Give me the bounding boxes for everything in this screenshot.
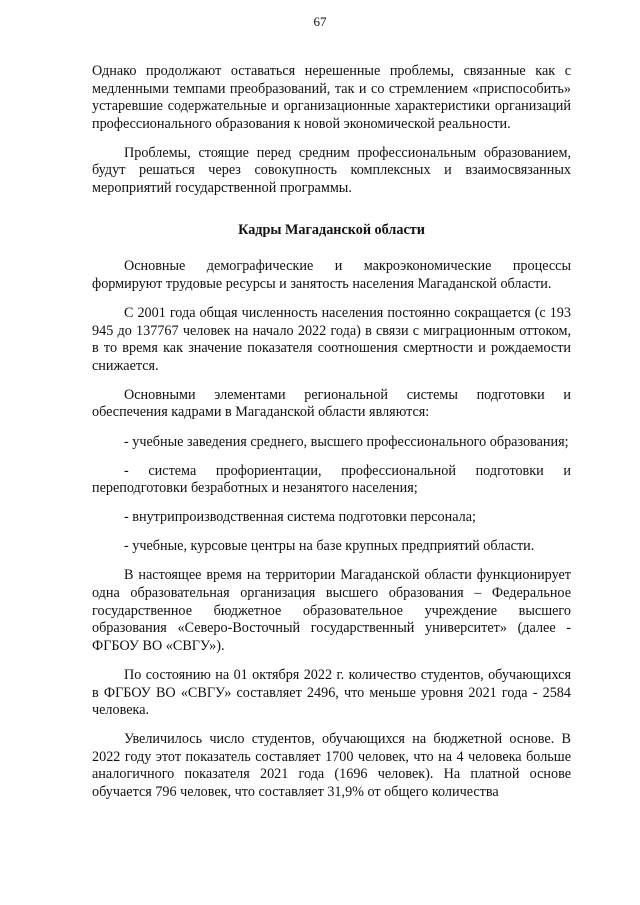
page-number: 67 (313, 14, 327, 29)
paragraph-problems-solution: Проблемы, стоящие перед средним профессиональным образованием, будут решаться через совокупность комплексных и взаимосвязанных мероприятий государственной программы. (92, 144, 571, 197)
list-item-in-house-training: - внутрипроизводственная система подготовки персонала; (124, 509, 476, 526)
paragraph-system-elements-intro: Основными элементами региональной системы подготовки и обеспечения кадрами в Магаданской области являются: (92, 386, 571, 421)
list-item-career-guidance: - система профориентации, профессиональной подготовки и переподготовки безработных и незанятого населения; (92, 462, 571, 497)
section-heading: Кадры Магаданской области (238, 221, 425, 238)
paragraph-population-decline: С 2001 года общая численность населения постоянно сокращается (с 193 945 до 137767 человек на начало 2022 года) в связи с миграционным оттоком, в то время как значение показателя соотношения смертности и рождаемости снижается. (92, 304, 571, 374)
paragraph-student-count: По состоянию на 01 октября 2022 г. количество студентов, обучающихся в ФГБОУ ВО «СВГУ» составляет 2496, что меньше уровня 2021 года - 2584 человека. (92, 666, 571, 719)
list-item-training-centers: - учебные, курсовые центры на базе крупных предприятий области. (124, 538, 535, 555)
list-item-educational-institutions: - учебные заведения среднего, высшего профессионального образования; (124, 433, 569, 450)
paragraph-demographic-processes: Основные демографические и макроэкономические процессы формируют трудовые ресурсы и занятость населения Магаданской области. (92, 258, 571, 292)
paragraph-unresolved-problems: Однако продолжают оставаться нерешенные проблемы, связанные как с медленными темпами преобразований, так и со стремлением «приспособить» устаревшие содержательные и организационные характеристики организаций профессионального образования к новой экономической реальности. (92, 63, 571, 132)
paragraph-university: В настоящее время на территории Магаданской области функционирует одна образовательная организация высшего образования – Федеральное государственное бюджетное образовательное учреждение высшего образования «Северо-Восточный государственный университет» (далее - ФГБОУ ВО «СВГУ»). (92, 567, 571, 654)
page-content (92, 63, 571, 813)
paragraph-budget-students: Увеличилось число студентов, обучающихся на бюджетной основе. В 2022 году этот показатель составляет 1700 человек, что на 4 человека больше аналогичного показателя 2021 года (1696 человек). На платной основе обучается 796 человек, что составляет 31,9% от общего количества (92, 731, 571, 800)
